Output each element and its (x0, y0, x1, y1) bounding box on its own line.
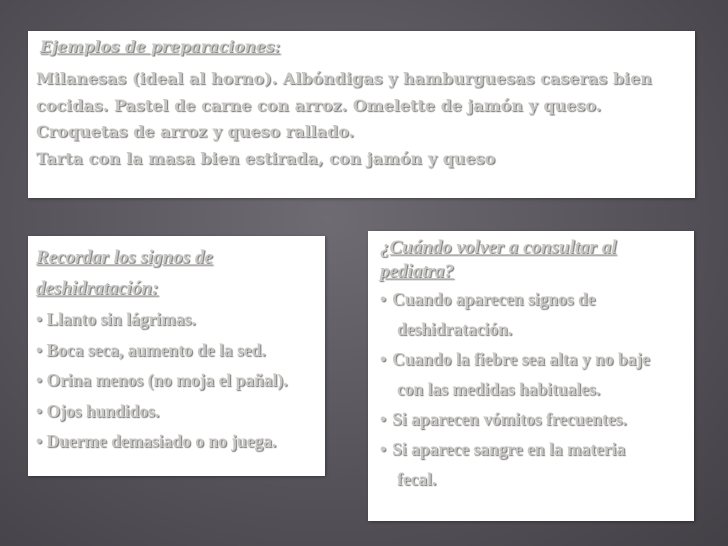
dehydration-heading-line1: Recordar los signos de (36, 247, 213, 268)
list-item-text: Cuando la fiebre sea alta y no baje (392, 349, 650, 369)
list-item (380, 434, 694, 494)
list-item: • Ojos hundidos. (36, 400, 160, 421)
list-item-text: Si aparecen vómitos frecuentes. (392, 409, 627, 429)
list-item (380, 344, 694, 404)
examples-heading: Ejemplos de preparaciones: (40, 37, 281, 56)
list-item-continuation: con las medidas habituales. (397, 379, 601, 399)
bullet-icon: • (380, 349, 387, 369)
examples-line: Croquetas de arroz y queso rallado. (36, 122, 355, 141)
list-item: • Boca seca, aumento de la sed. (36, 339, 266, 360)
bullet-icon: • (380, 409, 387, 429)
list-item: • Duerme demasiado o no juega. (36, 431, 277, 451)
examples-panel (28, 31, 695, 198)
list-item-continuation: fecal. (397, 469, 437, 489)
consult-heading-line1: ¿Cuándo volver a consultar al (380, 237, 617, 258)
list-item-continuation: deshidratación. (397, 319, 513, 339)
consult-pediatrician-panel (368, 231, 694, 521)
list-item-text: Cuando aparecen signos de (392, 289, 596, 309)
bullet-icon: • (380, 439, 387, 459)
list-item: • Llanto sin lágrimas. (36, 309, 196, 329)
examples-line: Tarta con la masa bien estirada, con jamón y queso (36, 148, 496, 168)
list-item (380, 284, 694, 344)
examples-line: cocidas. Pastel de carne con arroz. Omelette de jamón y queso. (36, 95, 602, 115)
consult-heading-line2: pediatra? (380, 261, 454, 282)
list-item (380, 404, 694, 434)
dehydration-heading-line2: deshidratación: (36, 278, 159, 299)
dehydration-signs-panel (28, 236, 325, 476)
list-item-text: Si aparece sangre en la materia (392, 439, 626, 459)
list-item: • Orina menos (no moja el pañal). (36, 370, 288, 390)
examples-line: Milanesas (ideal al horno). Albóndigas y hamburguesas caseras bien (36, 69, 652, 88)
bullet-icon: • (380, 289, 387, 309)
